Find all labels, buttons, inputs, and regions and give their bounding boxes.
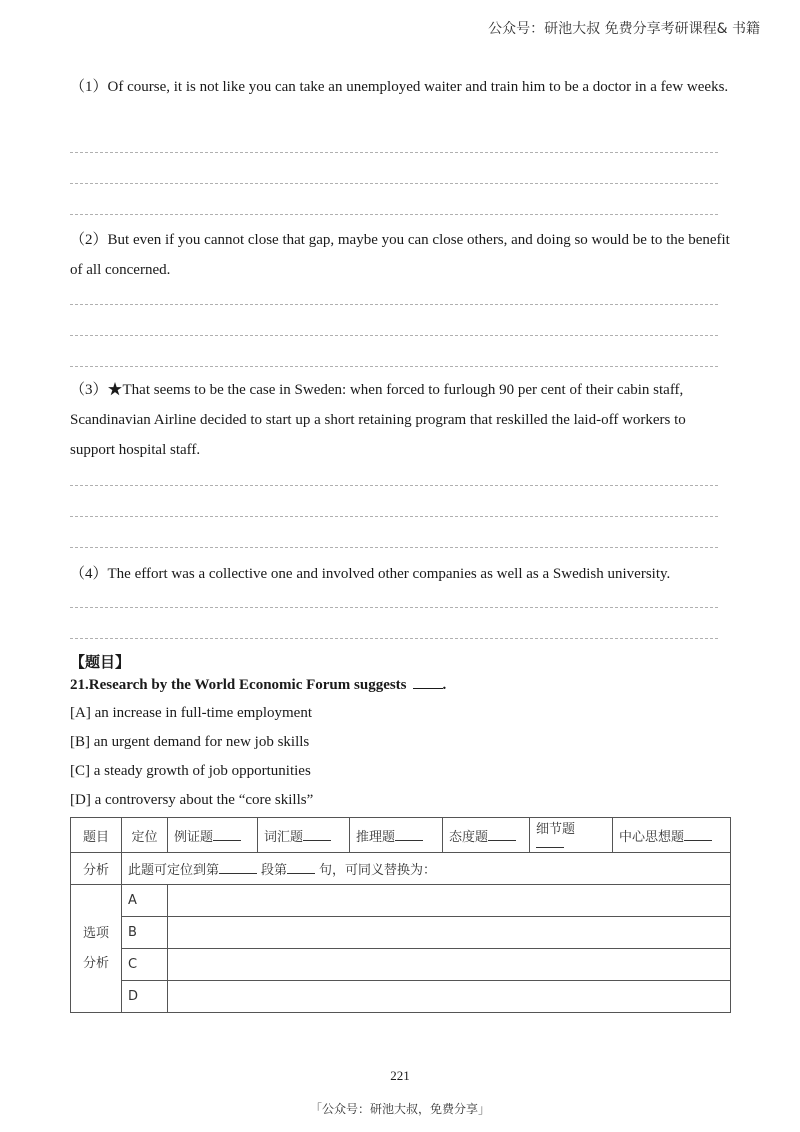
type-fill-blank xyxy=(488,839,516,841)
option-letter-a: A xyxy=(122,885,168,917)
locate-instruction: 此题可定位到第 段第 句，可同义替换为： xyxy=(122,853,731,885)
locate-row xyxy=(71,853,731,885)
option-analysis-row-a xyxy=(71,885,731,917)
option-analysis-cell xyxy=(168,885,731,917)
option-analysis-cell xyxy=(168,917,731,949)
question-section-title: 【题目】 xyxy=(70,653,131,671)
sentence-3 xyxy=(70,375,732,465)
option-a: [A] an increase in full-time employment xyxy=(70,705,312,721)
translation-line xyxy=(70,547,718,548)
question-stem xyxy=(70,677,446,694)
translation-line xyxy=(70,335,718,336)
sentence-blank xyxy=(287,872,315,874)
analysis-table xyxy=(70,817,731,1013)
footer-note: 「公众号：研池大叔，免费分享」 xyxy=(309,1102,490,1116)
type-main-idea: 中心思想题 xyxy=(613,818,731,853)
locate-label: 定位 xyxy=(122,818,168,853)
translation-line xyxy=(70,607,718,608)
sentence-4 xyxy=(70,559,732,589)
option-letter-b: B xyxy=(122,917,168,949)
type-inference: 推理题 xyxy=(350,818,443,853)
type-attitude: 态度题 xyxy=(443,818,530,853)
option-letter-c: C xyxy=(122,949,168,981)
sentence-1 xyxy=(70,72,732,102)
option-analysis-row-c xyxy=(71,949,731,981)
type-fill-blank xyxy=(395,839,423,841)
question-stem-end: . xyxy=(442,677,447,693)
option-analysis-cell xyxy=(168,981,731,1013)
paragraph-blank xyxy=(219,872,257,874)
sentence-1-label: （1） xyxy=(70,79,108,95)
row-label-analysis: 分析 xyxy=(71,853,122,885)
translation-line xyxy=(70,214,718,215)
type-vocabulary: 词汇题 xyxy=(258,818,350,853)
translation-line xyxy=(70,304,718,305)
translation-line xyxy=(70,516,718,517)
translation-line xyxy=(70,485,718,486)
sentence-2 xyxy=(70,225,732,285)
option-c: [C] a steady growth of job opportunities xyxy=(70,763,311,779)
page-number: 221 xyxy=(390,1068,410,1083)
option-d: [D] a controversy about the “core skills” xyxy=(70,792,314,808)
option-b: [B] an urgent demand for new job skills xyxy=(70,734,310,750)
type-fill-blank xyxy=(684,839,712,841)
type-detail: 细节题 xyxy=(530,818,613,853)
option-letter-d: D xyxy=(122,981,168,1013)
option-analysis-row-b xyxy=(71,917,731,949)
answer-blank xyxy=(413,688,443,689)
translation-line xyxy=(70,638,718,639)
type-fill-blank xyxy=(536,846,564,848)
sentence-3-label: （3） xyxy=(70,382,108,398)
option-analysis-row-d xyxy=(71,981,731,1013)
translation-line xyxy=(70,366,718,367)
translation-line xyxy=(70,183,718,184)
sentence-1-text: Of course, it is not like you can take an unemployed waiter and train him to be a doctor in a few weeks. xyxy=(107,79,729,95)
sentence-4-text: The effort was a collective one and involved other companies as well as a Swedish university. xyxy=(107,566,671,582)
sentence-4-label: （4） xyxy=(70,566,108,582)
sentence-2-text: But even if you cannot close that gap, maybe you can close others, and doing so would be to the benefit of all concerned. xyxy=(70,232,730,278)
type-fill-blank xyxy=(303,839,331,841)
sentence-3-text: ★That seems to be the case in Sweden: when forced to furlough 90 per cent of their cabin staff, Scandinavian Airline decided to start up a short retaining program that reskilled the laid-off workers to support hospital staff. xyxy=(70,382,686,458)
question-type-row xyxy=(71,818,731,853)
option-analysis-cell xyxy=(168,949,731,981)
question-stem-text: 21.Research by the World Economic Forum suggests xyxy=(70,677,407,693)
type-fill-blank xyxy=(213,839,241,841)
sentence-2-label: （2） xyxy=(70,232,108,248)
option-analysis-label: 选项 分析 xyxy=(71,885,122,1013)
type-example: 例证题 xyxy=(168,818,258,853)
row-label-question: 题目 xyxy=(71,818,122,853)
translation-line xyxy=(70,152,718,153)
page-header: 公众号：研池大叔 免费分享考研课程& 书籍 xyxy=(488,21,760,37)
